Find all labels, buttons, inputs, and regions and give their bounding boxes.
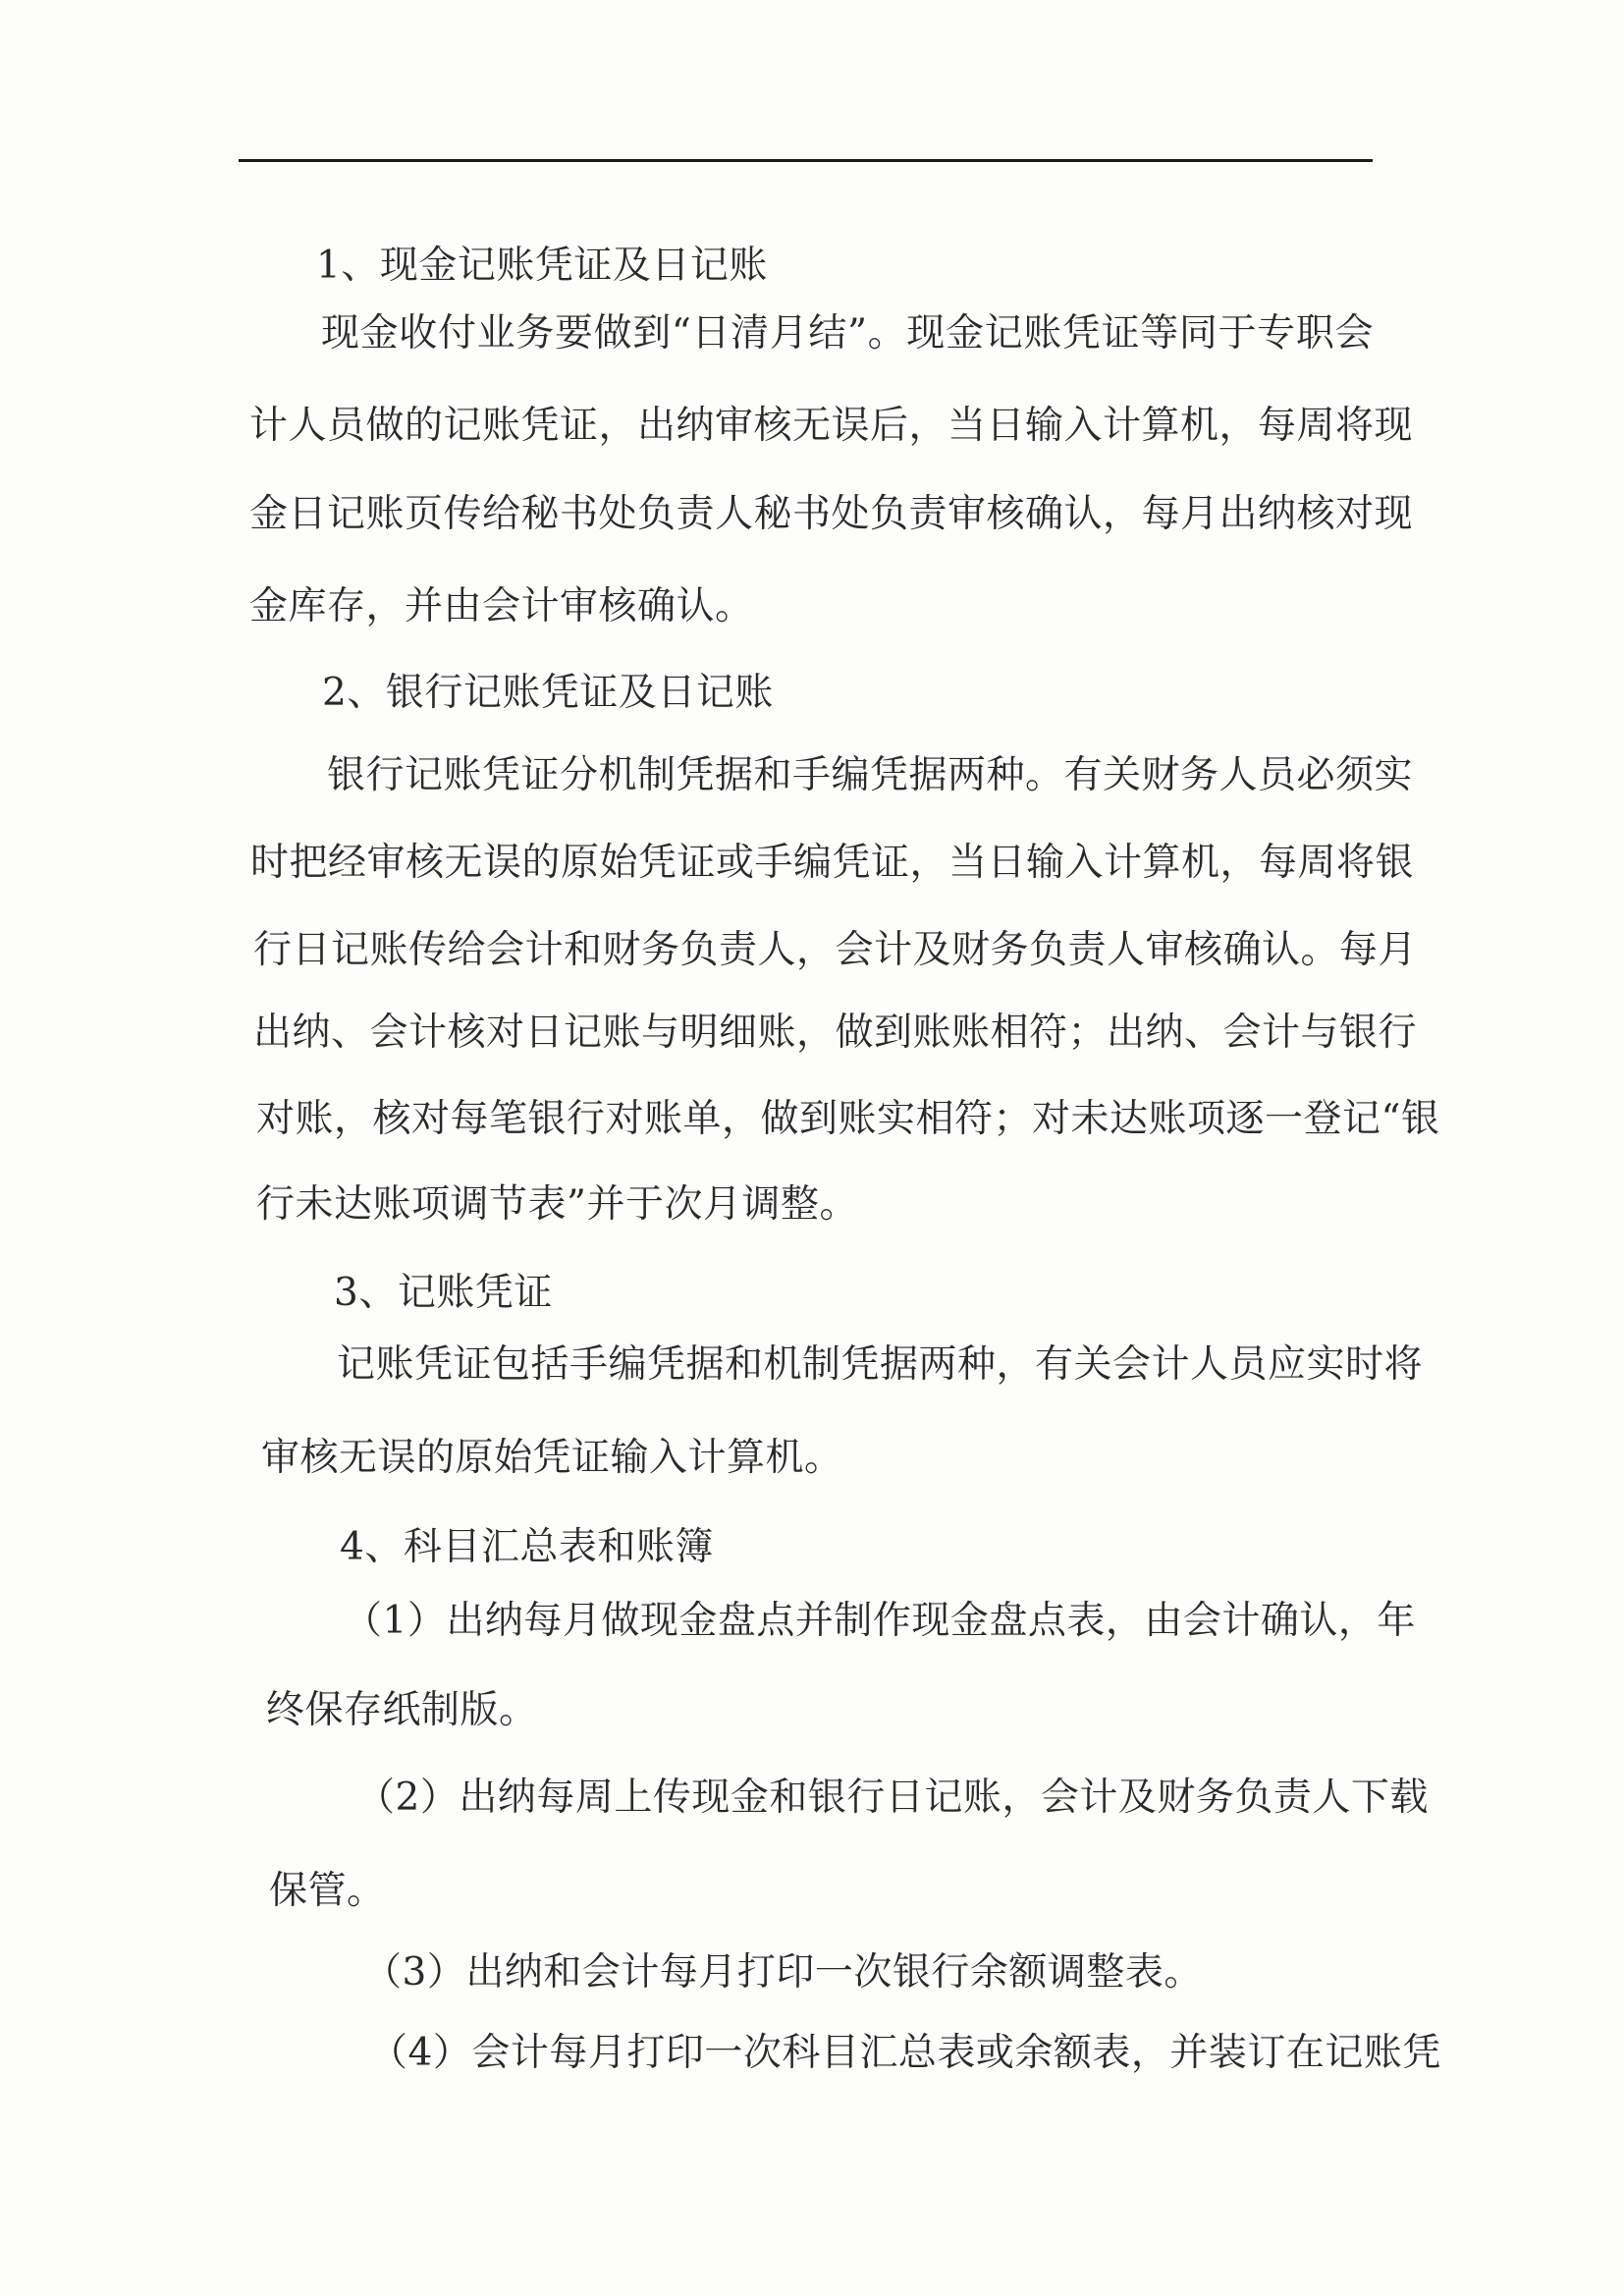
item-2-line-1: （2）出纳每周上传现金和银行日记账，会计及财务负责人下载: [356, 1776, 1429, 1820]
paragraph-1-line-2: 计人员做的记账凭证，出纳审核无误后，当日输入计算机，每周将现: [249, 404, 1414, 448]
paragraph-1-line-4: 金库存，并由会计审核确认。: [249, 584, 754, 629]
paragraph-2-line-1: 银行记账凭证分机制凭据和手编凭据两种。有关财务人员必须实: [327, 753, 1414, 797]
paragraph-2-line-6: 行未达账项调节表”并于次月调整。: [256, 1182, 858, 1227]
paragraph-3-line-2: 审核无误的原始凭证输入计算机。: [261, 1436, 843, 1480]
item-1-line-2: 终保存纸制版。: [266, 1688, 538, 1732]
header-rule: [239, 159, 1373, 162]
heading-3: 3、记账凭证: [334, 1271, 553, 1315]
heading-2: 2、银行记账凭证及日记账: [322, 671, 774, 715]
item-1-line-1: （1）出纳每月做现金盘点并制作现金盘点表，由会计确认，年: [344, 1599, 1416, 1643]
item-2-line-2: 保管。: [269, 1869, 386, 1913]
item-4-line-1: （4）会计每月打印一次科目汇总表或余额表，并装订在记账凭: [369, 2031, 1441, 2075]
paragraph-1-line-1: 现金收付业务要做到“日清月结”。现金记账凭证等同于专职会: [321, 311, 1374, 355]
heading-1: 1、现金记账凭证及日记账: [316, 244, 768, 288]
heading-4: 4、科目汇总表和账簿: [340, 1525, 714, 1569]
paragraph-2-line-2: 时把经审核无误的原始凭证或手编凭证，当日输入计算机，每周将银: [250, 841, 1415, 885]
paragraph-2-line-4: 出纳、会计核对日记账与明细账，做到账账相符；出纳、会计与银行: [253, 1011, 1418, 1055]
paragraph-3-line-1: 记账凭证包括手编凭据和机制凭据两种，有关会计人员应实时将: [337, 1342, 1424, 1387]
paragraph-2-line-5: 对账，核对每笔银行对账单，做到账实相符；对未达账项逐一登记“银: [256, 1097, 1440, 1141]
paragraph-1-line-3: 金日记账页传给秘书处负责人秘书处负责审核确认，每月出纳核对现: [249, 492, 1414, 536]
paragraph-2-line-3: 行日记账传给会计和财务负责人，会计及财务负责人审核确认。每月: [253, 928, 1418, 972]
item-3: （3）出纳和会计每月打印一次银行余额调整表。: [363, 1950, 1203, 1995]
